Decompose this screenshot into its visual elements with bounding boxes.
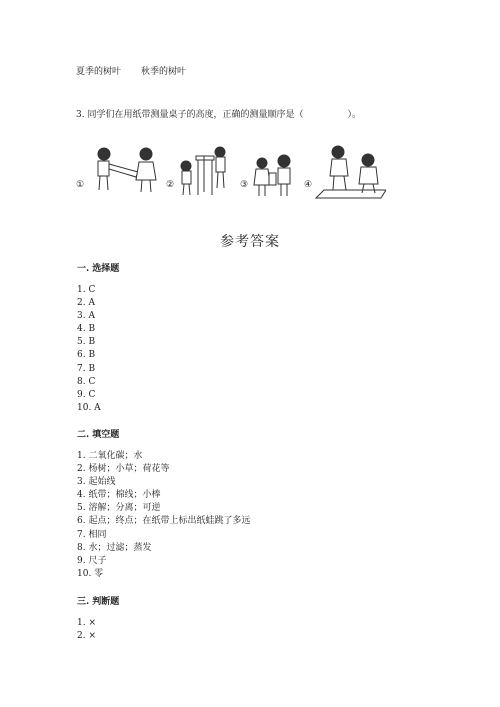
list-item: 5. 溶解；分离；可逆	[77, 503, 161, 514]
list-item: 8. C	[77, 376, 96, 387]
list-item: 7. B	[77, 363, 96, 374]
list-item: 1. C	[77, 285, 96, 295]
list-item: 4. B	[77, 324, 96, 335]
list-item: 10. 零	[77, 568, 104, 579]
kids-scene-2	[181, 147, 225, 195]
measuring-illustration	[76, 140, 386, 202]
list-item: 9. C	[77, 389, 96, 400]
section-fill-title: 二. 填空题	[77, 430, 120, 440]
kids-scene-3	[254, 155, 290, 196]
question-3-suffix: ）。	[347, 110, 361, 120]
list-item: 2. ×	[77, 631, 96, 642]
section-judge-title: 三. 判断题	[77, 597, 120, 607]
question-3-text: 3. 同学们在用纸带测量桌子的高度，正确的测量顺序是（	[76, 110, 304, 120]
option-4-label: ④	[304, 180, 313, 190]
option-1-label: ①	[76, 180, 85, 190]
list-item: 2. 杨树；小草；荷花等	[77, 464, 170, 475]
list-item: 4. 纸带；棉线；小棒	[77, 490, 161, 501]
list-item: 3. A	[77, 311, 95, 322]
list-item: 1. 二氧化碳；水	[77, 451, 143, 461]
section-choice-title: 一. 选择题	[77, 264, 120, 274]
list-item: 8. 水；过滤；蒸发	[77, 542, 152, 553]
list-item: 5. B	[77, 337, 96, 348]
list-item: 1. ×	[77, 618, 96, 628]
list-item: 6. B	[77, 350, 96, 361]
question-3	[76, 110, 361, 121]
list-item: 10. A	[77, 402, 101, 413]
list-item: 9. 尺子	[77, 555, 107, 566]
list-item: 3. 起始线	[77, 477, 116, 488]
kids-scene-1	[98, 148, 156, 192]
section-judge-answers	[77, 617, 96, 643]
section-fill-answers	[77, 450, 250, 581]
option-3-label: ③	[240, 180, 249, 190]
kids-scene-4	[316, 146, 386, 198]
option-2-label: ②	[166, 180, 175, 190]
answer-key-title: 参考答案	[220, 234, 280, 250]
section-choice-answers	[77, 284, 101, 415]
caption-summer-leaf: 夏季的树叶	[76, 67, 122, 77]
list-item: 7. 相同	[77, 529, 107, 540]
list-item: 6. 起点；终点；在纸带上标出纸蛙跳了多远	[77, 516, 251, 527]
list-item: 2. A	[77, 298, 95, 309]
caption-autumn-leaf: 秋季的树叶	[141, 67, 187, 77]
